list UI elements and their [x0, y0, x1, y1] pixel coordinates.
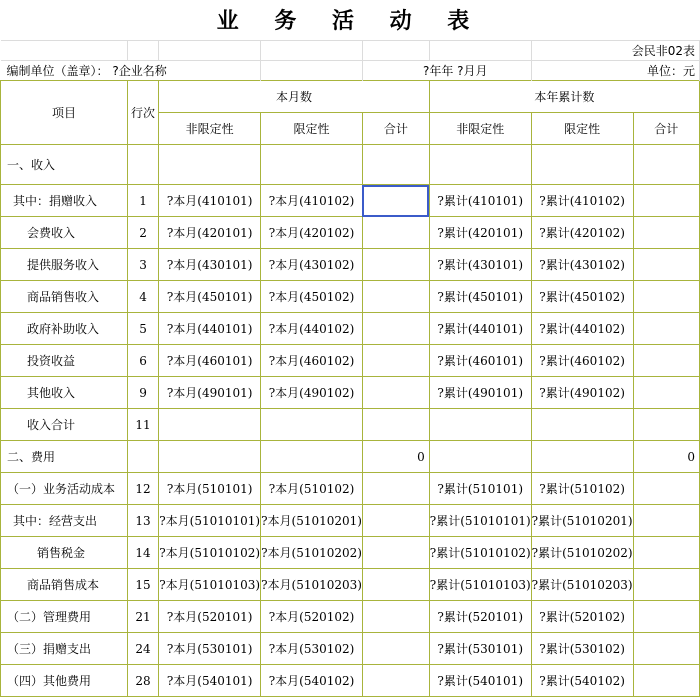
- value-cell-m3[interactable]: [362, 185, 429, 217]
- row-item[interactable]: 其中：经营支出: [1, 505, 128, 537]
- value-cell-y3[interactable]: [633, 473, 699, 505]
- value-cell-m3[interactable]: 0: [362, 441, 429, 473]
- company-name: ?企业名称: [112, 64, 167, 78]
- value-cell-y3[interactable]: [633, 377, 699, 409]
- value-cell-y1[interactable]: ?累计(440101): [429, 313, 531, 345]
- value-cell-m2[interactable]: ?本月(410102): [261, 185, 363, 217]
- table-row: [1, 441, 700, 473]
- form-code[interactable]: 会民非02表: [531, 41, 699, 61]
- value-cell-y1[interactable]: [429, 409, 531, 441]
- value-cell-y2[interactable]: [531, 145, 633, 185]
- value-cell-y2[interactable]: ?累计(520102): [531, 601, 633, 633]
- value-cell-m2[interactable]: ?本月(450102): [261, 281, 363, 313]
- value-cell-m2[interactable]: ?本月(51010201): [261, 505, 363, 537]
- value-cell-m3[interactable]: [362, 473, 429, 505]
- value-cell-m1[interactable]: ?本月(450101): [159, 281, 261, 313]
- value-cell-y1[interactable]: ?累计(490101): [429, 377, 531, 409]
- row-item[interactable]: 一、收入: [1, 145, 128, 185]
- value-cell-y3[interactable]: [633, 145, 699, 185]
- value-cell-m1[interactable]: [159, 145, 261, 185]
- cell[interactable]: [261, 41, 363, 61]
- value-cell-y1[interactable]: ?累计(430101): [429, 249, 531, 281]
- value-cell-m2[interactable]: ?本月(51010202): [261, 537, 363, 569]
- value-cell-y1[interactable]: ?累计(450101): [429, 281, 531, 313]
- header-row: [1, 81, 700, 113]
- row-line[interactable]: [127, 145, 158, 185]
- table-row: [1, 217, 700, 249]
- value-cell-y3[interactable]: [633, 217, 699, 249]
- header-total[interactable]: 合计: [362, 113, 429, 145]
- value-cell-m2[interactable]: ?本月(460102): [261, 345, 363, 377]
- value-cell-y1[interactable]: ?累计(51010102): [429, 537, 531, 569]
- value-cell-m3[interactable]: [362, 409, 429, 441]
- row-line[interactable]: [127, 441, 158, 473]
- value-cell-m3[interactable]: [362, 145, 429, 185]
- row-line[interactable]: 6: [127, 345, 158, 377]
- value-cell-m3[interactable]: [362, 665, 429, 697]
- table-row: [1, 537, 700, 569]
- table-row: [1, 473, 700, 505]
- cell[interactable]: [127, 41, 158, 61]
- value-cell-y1[interactable]: ?累计(530101): [429, 633, 531, 665]
- row-line[interactable]: 21: [127, 601, 158, 633]
- value-cell-m2[interactable]: ?本月(440102): [261, 313, 363, 345]
- row-item[interactable]: （四）其他费用: [1, 665, 128, 697]
- value-cell-y3[interactable]: [633, 505, 699, 537]
- value-cell-y3[interactable]: [633, 601, 699, 633]
- table-row: [1, 185, 700, 217]
- unit-info[interactable]: [1, 61, 261, 81]
- value-cell-m3[interactable]: [362, 377, 429, 409]
- row-item[interactable]: 其他收入: [1, 377, 128, 409]
- value-cell-m3[interactable]: [362, 345, 429, 377]
- row-item[interactable]: 其中：捐赠收入: [1, 185, 128, 217]
- header-restricted[interactable]: 限定性: [261, 113, 363, 145]
- value-cell-y2[interactable]: ?累计(420102): [531, 217, 633, 249]
- value-cell-y2[interactable]: [531, 441, 633, 473]
- unit-row: [1, 61, 700, 81]
- value-cell-m2[interactable]: ?本月(510102): [261, 473, 363, 505]
- row-line[interactable]: 2: [127, 217, 158, 249]
- value-cell-m1[interactable]: ?本月(51010101): [159, 505, 261, 537]
- row-item[interactable]: （三）捐赠支出: [1, 633, 128, 665]
- row-item[interactable]: 商品销售收入: [1, 281, 128, 313]
- value-cell-m2[interactable]: [261, 441, 363, 473]
- value-cell-m2[interactable]: ?本月(540102): [261, 665, 363, 697]
- report-title: 业 务 活 动 表: [216, 8, 484, 34]
- value-cell-y3[interactable]: [633, 249, 699, 281]
- currency-unit[interactable]: 单位：元: [531, 61, 699, 81]
- value-cell-y1[interactable]: ?累计(51010103): [429, 569, 531, 601]
- row-item[interactable]: 收入合计: [1, 409, 128, 441]
- table-row: [1, 409, 700, 441]
- value-cell-y1[interactable]: ?累计(510101): [429, 473, 531, 505]
- value-cell-m3[interactable]: [362, 281, 429, 313]
- value-cell-y1[interactable]: ?累计(520101): [429, 601, 531, 633]
- form-code-row: [1, 41, 700, 61]
- value-cell-y1[interactable]: ?累计(410101): [429, 185, 531, 217]
- header-total[interactable]: 合计: [633, 113, 699, 145]
- table-row: [1, 633, 700, 665]
- row-item[interactable]: 销售税金: [1, 537, 128, 569]
- row-item[interactable]: 会费收入: [1, 217, 128, 249]
- value-cell-m3[interactable]: [362, 249, 429, 281]
- table-row: [1, 569, 700, 601]
- value-cell-y3[interactable]: [633, 569, 699, 601]
- value-cell-y2[interactable]: ?累计(410102): [531, 185, 633, 217]
- value-cell-y3[interactable]: [633, 665, 699, 697]
- value-cell-m3[interactable]: [362, 217, 429, 249]
- row-item[interactable]: （一）业务活动成本: [1, 473, 128, 505]
- table-row: [1, 281, 700, 313]
- activity-sheet: [0, 40, 700, 697]
- value-cell-y1[interactable]: ?累计(420101): [429, 217, 531, 249]
- value-cell-y1[interactable]: [429, 441, 531, 473]
- row-line[interactable]: 12: [127, 473, 158, 505]
- value-cell-y2[interactable]: ?累计(450102): [531, 281, 633, 313]
- row-line[interactable]: 15: [127, 569, 158, 601]
- row-line[interactable]: 28: [127, 665, 158, 697]
- value-cell-y2[interactable]: ?累计(440102): [531, 313, 633, 345]
- value-cell-y2[interactable]: ?累计(510102): [531, 473, 633, 505]
- value-cell-m1[interactable]: ?本月(410101): [159, 185, 261, 217]
- row-line[interactable]: 1: [127, 185, 158, 217]
- value-cell-m2[interactable]: ?本月(430102): [261, 249, 363, 281]
- value-cell-y2[interactable]: ?累计(540102): [531, 665, 633, 697]
- row-item[interactable]: （二）管理费用: [1, 601, 128, 633]
- row-line[interactable]: 24: [127, 633, 158, 665]
- row-line[interactable]: 4: [127, 281, 158, 313]
- value-cell-m1[interactable]: [159, 409, 261, 441]
- value-cell-m1[interactable]: ?本月(490101): [159, 377, 261, 409]
- cell[interactable]: [159, 41, 261, 61]
- value-cell-y1[interactable]: ?累计(540101): [429, 665, 531, 697]
- value-cell-y1[interactable]: ?累计(460101): [429, 345, 531, 377]
- row-line[interactable]: 13: [127, 505, 158, 537]
- value-cell-y2[interactable]: ?累计(530102): [531, 633, 633, 665]
- value-cell-m1[interactable]: ?本月(51010102): [159, 537, 261, 569]
- value-cell-m1[interactable]: [159, 441, 261, 473]
- report-period[interactable]: ?年年 ?月月: [362, 61, 531, 81]
- value-cell-y2[interactable]: ?累计(51010202): [531, 537, 633, 569]
- value-cell-y3[interactable]: [633, 345, 699, 377]
- table-row: [1, 377, 700, 409]
- value-cell-m2[interactable]: ?本月(530102): [261, 633, 363, 665]
- table-row: [1, 313, 700, 345]
- value-cell-y3[interactable]: [633, 313, 699, 345]
- value-cell-y3[interactable]: [633, 185, 699, 217]
- header-unrestricted[interactable]: 非限定性: [159, 113, 261, 145]
- value-cell-y2[interactable]: ?累计(460102): [531, 345, 633, 377]
- header-this-month[interactable]: 本月数: [159, 81, 430, 113]
- value-cell-m3[interactable]: [362, 601, 429, 633]
- value-cell-m1[interactable]: ?本月(51010103): [159, 569, 261, 601]
- value-cell-m3[interactable]: [362, 313, 429, 345]
- value-cell-m1[interactable]: ?本月(430101): [159, 249, 261, 281]
- row-line[interactable]: 11: [127, 409, 158, 441]
- header-year-total[interactable]: 本年累计数: [429, 81, 699, 113]
- value-cell-m2[interactable]: [261, 409, 363, 441]
- header-restricted[interactable]: 限定性: [531, 113, 633, 145]
- value-cell-y2[interactable]: ?累计(51010201): [531, 505, 633, 537]
- value-cell-m2[interactable]: ?本月(420102): [261, 217, 363, 249]
- value-cell-y2[interactable]: ?累计(430102): [531, 249, 633, 281]
- value-cell-m3[interactable]: [362, 505, 429, 537]
- value-cell-y3[interactable]: [633, 281, 699, 313]
- row-item[interactable]: 商品销售成本: [1, 569, 128, 601]
- value-cell-m1[interactable]: ?本月(420101): [159, 217, 261, 249]
- value-cell-m1[interactable]: ?本月(510101): [159, 473, 261, 505]
- row-line[interactable]: 9: [127, 377, 158, 409]
- row-item[interactable]: 政府补助收入: [1, 313, 128, 345]
- value-cell-y3[interactable]: [633, 409, 699, 441]
- value-cell-m1[interactable]: ?本月(460101): [159, 345, 261, 377]
- header-line[interactable]: 行次: [127, 81, 158, 145]
- cell[interactable]: [429, 41, 531, 61]
- table-row: [1, 249, 700, 281]
- table-row: [1, 665, 700, 697]
- value-cell-m2[interactable]: ?本月(51010203): [261, 569, 363, 601]
- value-cell-y2[interactable]: ?累计(490102): [531, 377, 633, 409]
- value-cell-y2[interactable]: ?累计(51010203): [531, 569, 633, 601]
- cell[interactable]: [1, 41, 128, 61]
- table-row: [1, 505, 700, 537]
- header-unrestricted[interactable]: 非限定性: [429, 113, 531, 145]
- cell[interactable]: [261, 61, 363, 81]
- table-row: [1, 145, 700, 185]
- value-cell-y2[interactable]: [531, 409, 633, 441]
- row-line[interactable]: 14: [127, 537, 158, 569]
- value-cell-m2[interactable]: ?本月(520102): [261, 601, 363, 633]
- value-cell-y3[interactable]: 0: [633, 441, 699, 473]
- value-cell-m3[interactable]: [362, 537, 429, 569]
- row-line[interactable]: 5: [127, 313, 158, 345]
- value-cell-y1[interactable]: [429, 145, 531, 185]
- value-cell-y1[interactable]: ?累计(51010101): [429, 505, 531, 537]
- value-cell-m2[interactable]: [261, 145, 363, 185]
- value-cell-m3[interactable]: [362, 569, 429, 601]
- row-item[interactable]: 提供服务收入: [1, 249, 128, 281]
- value-cell-y3[interactable]: [633, 633, 699, 665]
- value-cell-m1[interactable]: ?本月(540101): [159, 665, 261, 697]
- row-line[interactable]: 3: [127, 249, 158, 281]
- value-cell-m1[interactable]: ?本月(530101): [159, 633, 261, 665]
- value-cell-m1[interactable]: ?本月(520101): [159, 601, 261, 633]
- row-item[interactable]: 投资收益: [1, 345, 128, 377]
- cell[interactable]: [362, 41, 429, 61]
- value-cell-m2[interactable]: ?本月(490102): [261, 377, 363, 409]
- unit-label: 编制单位（盖章）：: [6, 64, 109, 78]
- header-item[interactable]: 项目: [1, 81, 128, 145]
- table-row: [1, 601, 700, 633]
- row-item[interactable]: 二、费用: [1, 441, 128, 473]
- value-cell-m3[interactable]: [362, 633, 429, 665]
- value-cell-y3[interactable]: [633, 537, 699, 569]
- table-row: [1, 345, 700, 377]
- value-cell-m1[interactable]: ?本月(440101): [159, 313, 261, 345]
